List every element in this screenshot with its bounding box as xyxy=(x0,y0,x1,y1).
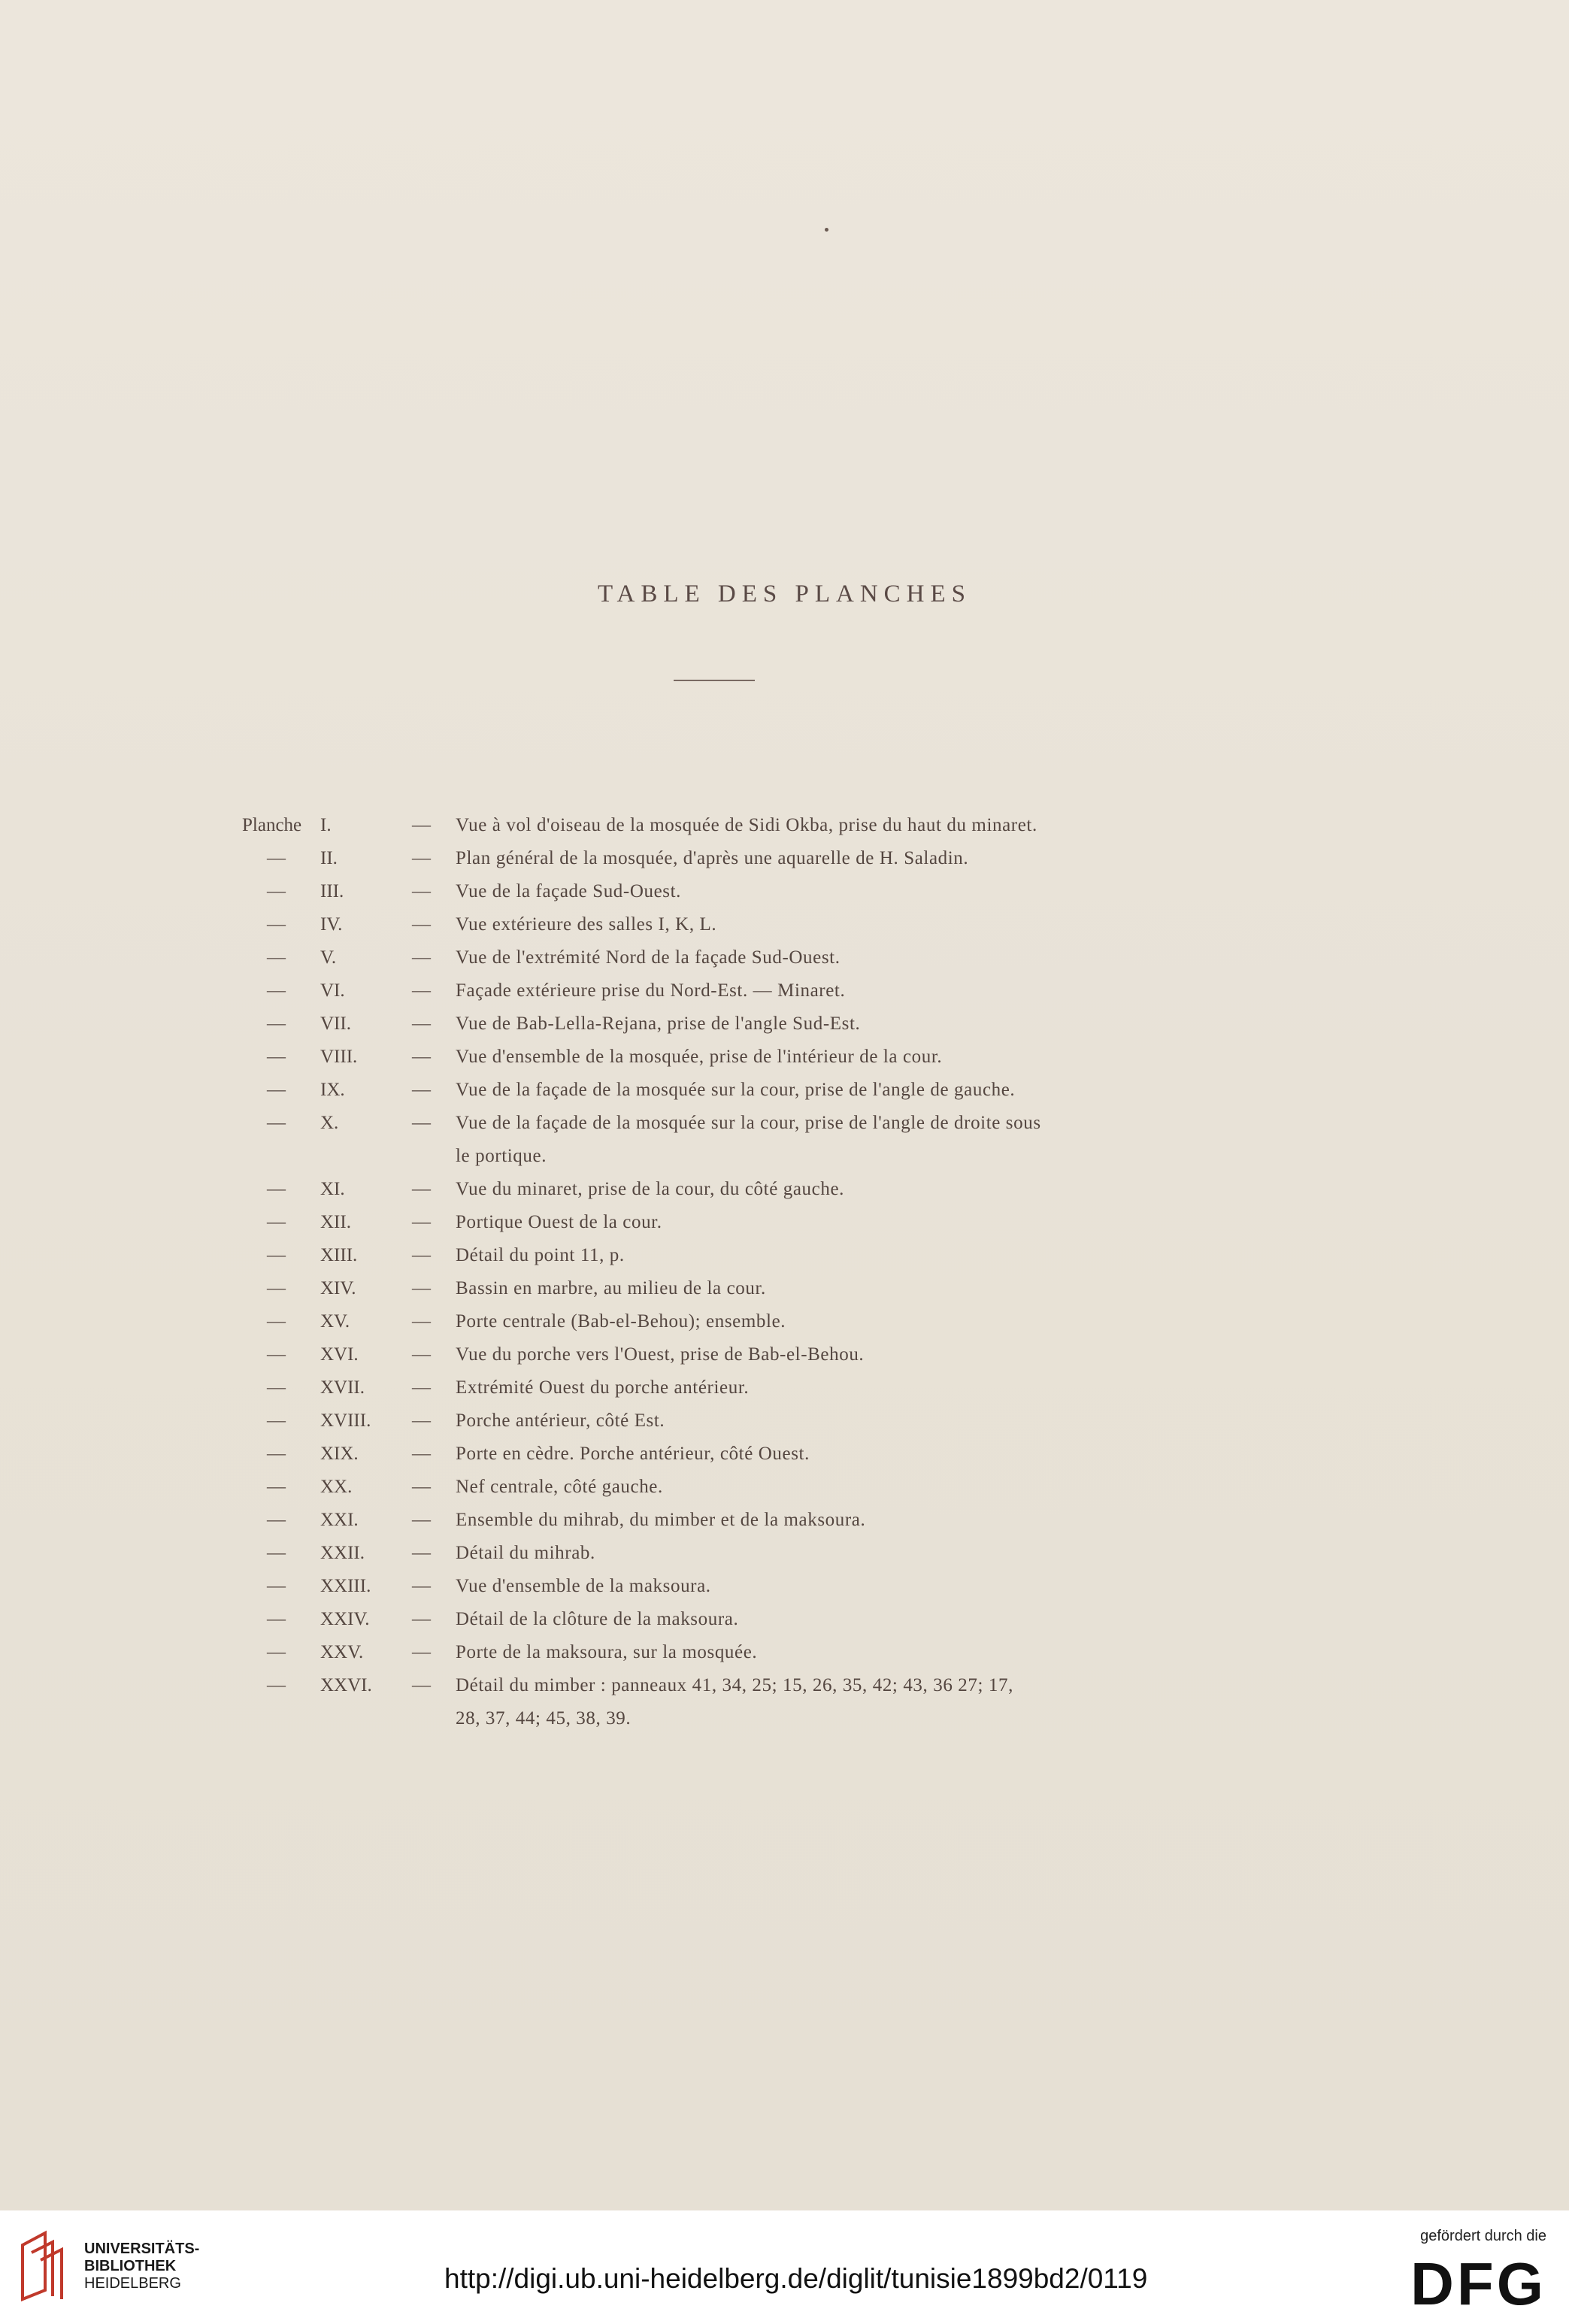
plate-numeral: III. xyxy=(320,881,344,901)
plate-prefix: — xyxy=(267,1212,286,1232)
plate-description: Ensemble du mihrab, du mimber et de la maksoura. xyxy=(456,1510,866,1530)
plate-numeral: XI. xyxy=(320,1179,345,1199)
plate-entry xyxy=(0,908,1569,941)
plate-entry-continuation xyxy=(0,1702,1569,1735)
plate-entry xyxy=(0,941,1569,974)
plate-numeral: XXVI. xyxy=(320,1675,372,1695)
plate-prefix: — xyxy=(267,1576,286,1596)
plate-entry xyxy=(0,1107,1569,1140)
plate-prefix: — xyxy=(267,1113,286,1133)
plate-prefix: — xyxy=(267,1477,286,1497)
plate-separator: — xyxy=(412,1212,431,1232)
plate-numeral: VI. xyxy=(320,980,345,1001)
title-divider xyxy=(674,680,755,681)
plate-numeral: XV. xyxy=(320,1311,350,1332)
plate-description: Détail du mihrab. xyxy=(456,1543,595,1563)
plate-separator: — xyxy=(412,947,431,968)
plate-entry xyxy=(0,1371,1569,1404)
plate-separator: — xyxy=(412,914,431,935)
plate-entry xyxy=(0,1603,1569,1636)
plate-separator: — xyxy=(412,1014,431,1034)
plate-description: Vue à vol d'oiseau de la mosquée de Sidi Okba, prise du haut du minaret. xyxy=(456,815,1037,835)
plate-prefix: — xyxy=(267,1014,286,1034)
plate-separator: — xyxy=(412,1113,431,1133)
plate-description: Vue d'ensemble de la maksoura. xyxy=(456,1576,711,1596)
plate-entry xyxy=(0,1338,1569,1371)
plate-numeral: XVI. xyxy=(320,1344,359,1365)
plate-description: Porte en cèdre. Porche antérieur, côté Ouest. xyxy=(456,1444,810,1464)
plate-separator: — xyxy=(412,1444,431,1464)
plate-description: Détail du point 11, p. xyxy=(456,1245,625,1265)
plate-entry xyxy=(0,1173,1569,1206)
plate-description: Porte centrale (Bab-el-Behou); ensemble. xyxy=(456,1311,786,1332)
plate-entry xyxy=(0,1438,1569,1471)
plate-description: Vue de l'extrémité Nord de la façade Sud-Ouest. xyxy=(456,947,841,968)
page-title: TABLE DES PLANCHES xyxy=(597,580,972,608)
plate-entry xyxy=(0,1404,1569,1438)
plate-entry xyxy=(0,1305,1569,1338)
plate-description: Vue du minaret, prise de la cour, du côté gauche. xyxy=(456,1179,844,1199)
plate-numeral: I. xyxy=(320,815,332,835)
plate-description-continuation: le portique. xyxy=(456,1146,547,1166)
plate-prefix: — xyxy=(267,1179,286,1199)
plate-entry xyxy=(0,809,1569,842)
plate-description: Porte de la maksoura, sur la mosquée. xyxy=(456,1642,758,1662)
plate-prefix: — xyxy=(267,1278,286,1298)
plate-prefix: — xyxy=(267,1510,286,1530)
plate-prefix: — xyxy=(267,1377,286,1398)
plate-separator: — xyxy=(412,1278,431,1298)
plate-numeral: XIX. xyxy=(320,1444,359,1464)
plate-separator: — xyxy=(412,815,431,835)
plate-numeral: XII. xyxy=(320,1212,351,1232)
plate-numeral: XIII. xyxy=(320,1245,358,1265)
plate-separator: — xyxy=(412,1311,431,1332)
plate-entry xyxy=(0,974,1569,1007)
plate-entry xyxy=(0,1471,1569,1504)
plate-numeral: V. xyxy=(320,947,337,968)
plate-entry xyxy=(0,1570,1569,1603)
plate-description: Façade extérieure prise du Nord-Est. — Minaret. xyxy=(456,980,846,1001)
plate-entry xyxy=(0,1206,1569,1239)
plate-entry xyxy=(0,1504,1569,1537)
plate-description: Vue d'ensemble de la mosquée, prise de l'intérieur de la cour. xyxy=(456,1047,943,1067)
plate-description: Nef centrale, côté gauche. xyxy=(456,1477,663,1497)
plate-description: Vue de la façade Sud-Ouest. xyxy=(456,881,682,901)
plate-numeral: XIV. xyxy=(320,1278,356,1298)
plate-prefix: — xyxy=(267,881,286,901)
plate-description: Plan général de la mosquée, d'après une aquarelle de H. Saladin. xyxy=(456,848,969,868)
plate-separator: — xyxy=(412,1642,431,1662)
plate-description: Vue de la façade de la mosquée sur la cour, prise de l'angle de gauche. xyxy=(456,1080,1016,1100)
plate-separator: — xyxy=(412,1047,431,1067)
plate-prefix: — xyxy=(267,1245,286,1265)
plate-separator: — xyxy=(412,1344,431,1365)
library-name xyxy=(84,2241,199,2292)
plate-separator: — xyxy=(412,1477,431,1497)
plate-numeral: IV. xyxy=(320,914,343,935)
plate-separator: — xyxy=(412,848,431,868)
plates-list xyxy=(0,809,1569,1735)
plate-prefix: — xyxy=(267,1311,286,1332)
plate-separator: — xyxy=(412,1410,431,1431)
plate-separator: — xyxy=(412,1179,431,1199)
funding-caption: gefördert durch die xyxy=(1420,2228,1546,2244)
library-name-line1: UNIVERSITÄTS- xyxy=(84,2241,200,2257)
plate-description: Vue de Bab-Lella-Rejana, prise de l'angle Sud-Est. xyxy=(456,1014,861,1034)
plate-separator: — xyxy=(412,980,431,1001)
plate-prefix: — xyxy=(267,1642,286,1662)
plate-separator: — xyxy=(412,1080,431,1100)
dfg-logo[interactable]: DFG xyxy=(1410,2250,1546,2317)
plate-entry xyxy=(0,875,1569,908)
plate-prefix: — xyxy=(267,1543,286,1563)
plate-numeral: VIII. xyxy=(320,1047,358,1067)
plate-prefix: — xyxy=(267,1444,286,1464)
plate-prefix: — xyxy=(267,1609,286,1629)
plate-description: Détail du mimber : panneaux 41, 34, 25; 15, 26, 35, 42; 43, 36 27; 17, xyxy=(456,1675,1013,1695)
plate-prefix: — xyxy=(267,1080,286,1100)
plate-numeral: II. xyxy=(320,848,338,868)
plate-prefix: — xyxy=(267,1675,286,1695)
plate-description: Portique Ouest de la cour. xyxy=(456,1212,662,1232)
plate-numeral: XXIV. xyxy=(320,1609,370,1629)
plate-separator: — xyxy=(412,1377,431,1398)
plate-entry-continuation xyxy=(0,1140,1569,1173)
university-library-logo-icon[interactable] xyxy=(15,2230,69,2302)
plate-prefix: — xyxy=(267,980,286,1001)
plate-prefix: — xyxy=(267,848,286,868)
plate-description-continuation: 28, 37, 44; 45, 38, 39. xyxy=(456,1708,632,1729)
plate-entry xyxy=(0,1074,1569,1107)
plate-numeral: XVIII. xyxy=(320,1410,371,1431)
plate-prefix: — xyxy=(267,1047,286,1067)
plate-description: Extrémité Ouest du porche antérieur. xyxy=(456,1377,750,1398)
plate-description: Détail de la clôture de la maksoura. xyxy=(456,1609,739,1629)
plate-separator: — xyxy=(412,1543,431,1563)
plate-numeral: X. xyxy=(320,1113,339,1133)
plate-description: Vue extérieure des salles I, K, L. xyxy=(456,914,717,935)
plate-separator: — xyxy=(412,1675,431,1695)
plate-numeral: XVII. xyxy=(320,1377,365,1398)
plate-numeral: IX. xyxy=(320,1080,345,1100)
plate-entry xyxy=(0,1041,1569,1074)
plate-description: Vue de la façade de la mosquée sur la cour, prise de l'angle de droite sous xyxy=(456,1113,1041,1133)
plate-prefix: — xyxy=(267,1344,286,1365)
plate-prefix: — xyxy=(267,914,286,935)
plate-entry xyxy=(0,1669,1569,1702)
plate-entry xyxy=(0,1272,1569,1305)
plate-separator: — xyxy=(412,1609,431,1629)
plate-numeral: VII. xyxy=(320,1014,351,1034)
plate-separator: — xyxy=(412,881,431,901)
permalink-url[interactable]: http://digi.ub.uni-heidelberg.de/diglit/tunisie1899bd2/0119 xyxy=(444,2263,1148,2294)
plate-description: Porche antérieur, côté Est. xyxy=(456,1410,665,1431)
plate-numeral: XXV. xyxy=(320,1642,364,1662)
plate-entry xyxy=(0,1007,1569,1041)
plate-prefix: — xyxy=(267,1410,286,1431)
plate-entry xyxy=(0,1636,1569,1669)
plate-separator: — xyxy=(412,1245,431,1265)
plate-numeral: XX. xyxy=(320,1477,353,1497)
plate-prefix: Planche xyxy=(242,815,302,835)
plate-numeral: XXI. xyxy=(320,1510,359,1530)
plate-separator: — xyxy=(412,1510,431,1530)
library-name-line2: BIBLIOTHEK xyxy=(84,2258,177,2274)
plate-separator: — xyxy=(412,1576,431,1596)
plate-entry xyxy=(0,1239,1569,1272)
library-name-line3: HEIDELBERG xyxy=(84,2275,181,2292)
plate-numeral: XXII. xyxy=(320,1543,365,1563)
plate-entry xyxy=(0,1537,1569,1570)
plate-description: Bassin en marbre, au milieu de la cour. xyxy=(456,1278,766,1298)
ink-speck xyxy=(825,228,828,232)
plate-entry xyxy=(0,842,1569,875)
plate-numeral: XXIII. xyxy=(320,1576,371,1596)
plate-prefix: — xyxy=(267,947,286,968)
plate-description: Vue du porche vers l'Ouest, prise de Bab-el-Behou. xyxy=(456,1344,865,1365)
